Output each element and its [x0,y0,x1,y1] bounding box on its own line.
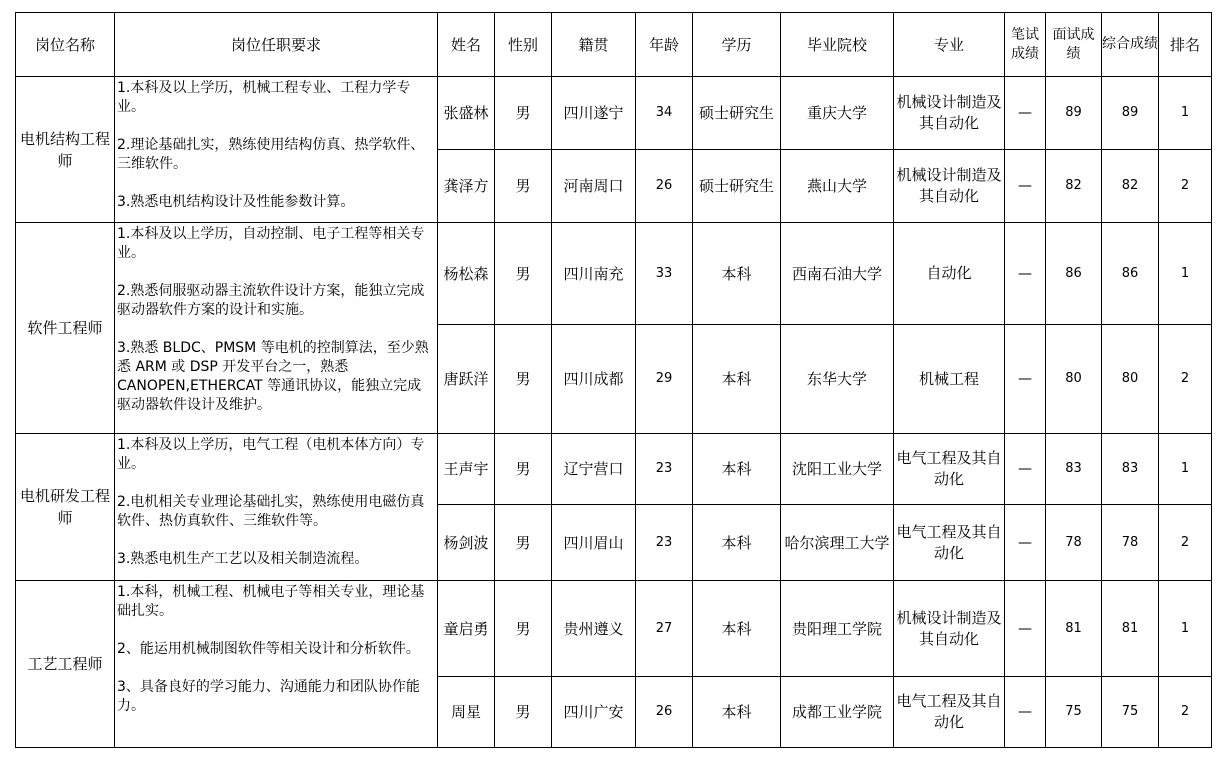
written-score: — [1005,223,1046,325]
candidate-ranking-table [15,12,1212,748]
total-score: 81 [1102,581,1159,677]
candidate-gender: 男 [495,505,552,581]
requirement-item: 2.熟悉伺服驱动器主流软件设计方案，能独立完成驱动器软件方案的设计和实施。 [117,283,425,318]
candidate-gender: 男 [495,77,552,150]
requirement-item: 3、具备良好的学习能力、沟通能力和团队协作能力。 [117,679,420,714]
candidate-name: 龚泽方 [438,150,495,223]
written-score: — [1005,581,1046,677]
candidate-education: 本科 [693,581,781,677]
candidate-gender: 男 [495,223,552,325]
requirements-cell [115,223,438,434]
written-score: — [1005,434,1046,505]
table-row [16,77,1212,150]
candidate-name: 杨松森 [438,223,495,325]
candidate-age: 26 [636,150,693,223]
rank: 2 [1159,150,1212,223]
candidate-age: 23 [636,505,693,581]
interview-score: 83 [1046,434,1102,505]
requirement-item: 1.本科及以上学历，自动控制、电子工程等相关专业。 [117,226,425,261]
requirements-cell [115,434,438,581]
candidate-education: 硕士研究生 [693,150,781,223]
written-score: — [1005,150,1046,223]
candidate-education: 本科 [693,325,781,434]
written-score: — [1005,77,1046,150]
header-position: 岗位名称 [16,13,115,77]
requirement-item: 2.电机相关专业理论基础扎实，熟练使用电磁仿真软件、热仿真软件、三维软件等。 [117,494,425,529]
total-score: 82 [1102,150,1159,223]
candidate-gender: 男 [495,581,552,677]
requirements-cell [115,581,438,748]
candidate-age: 23 [636,434,693,505]
candidate-age: 27 [636,581,693,677]
header-school: 毕业院校 [781,13,894,77]
total-score: 86 [1102,223,1159,325]
interview-score: 80 [1046,325,1102,434]
candidate-school: 成都工业学院 [781,677,894,748]
position-title: 工艺工程师 [16,581,115,748]
interview-score: 89 [1046,77,1102,150]
header-origin: 籍贯 [552,13,636,77]
candidate-school: 哈尔滨理工大学 [781,505,894,581]
candidate-name: 童启勇 [438,581,495,677]
candidate-age: 33 [636,223,693,325]
header-rank: 排名 [1159,13,1212,77]
written-score: — [1005,325,1046,434]
header-total-score: 综合成绩 [1102,13,1159,77]
interview-score: 78 [1046,505,1102,581]
candidate-name: 王声宇 [438,434,495,505]
candidate-origin: 贵州遵义 [552,581,636,677]
requirement-item: 1.本科及以上学历，机械工程专业、工程力学专业。 [117,80,411,115]
candidate-origin: 河南周口 [552,150,636,223]
position-title: 软件工程师 [16,223,115,434]
total-score: 83 [1102,434,1159,505]
candidate-school: 燕山大学 [781,150,894,223]
candidate-school: 重庆大学 [781,77,894,150]
requirement-item: 1.本科及以上学历，电气工程（电机本体方向）专业。 [117,437,425,472]
candidate-age: 34 [636,77,693,150]
header-education: 学历 [693,13,781,77]
candidate-name: 张盛林 [438,77,495,150]
written-score: — [1005,505,1046,581]
requirements-cell [115,77,438,223]
header-name: 姓名 [438,13,495,77]
requirement-item: 2.理论基础扎实，熟练使用结构仿真、热学软件、三维软件。 [117,137,425,172]
candidate-age: 26 [636,677,693,748]
candidate-gender: 男 [495,434,552,505]
rank: 1 [1159,77,1212,150]
candidate-origin: 四川广安 [552,677,636,748]
candidate-major: 机械设计制造及其自动化 [894,150,1005,223]
candidate-education: 本科 [693,223,781,325]
candidate-major: 自动化 [894,223,1005,325]
candidate-major: 电气工程及其自动化 [894,677,1005,748]
candidate-school: 东华大学 [781,325,894,434]
interview-score: 75 [1046,677,1102,748]
header-written-score: 笔试成绩 [1005,13,1046,77]
header-gender: 性别 [495,13,552,77]
candidate-major: 电气工程及其自动化 [894,434,1005,505]
candidate-education: 本科 [693,505,781,581]
requirement-item: 2、能运用机械制图软件等相关设计和分析软件。 [117,641,420,657]
candidate-major: 机械设计制造及其自动化 [894,77,1005,150]
written-score: — [1005,677,1046,748]
rank: 2 [1159,677,1212,748]
candidate-origin: 四川南充 [552,223,636,325]
candidate-origin: 四川遂宁 [552,77,636,150]
header-age: 年龄 [636,13,693,77]
rank: 1 [1159,434,1212,505]
rank: 2 [1159,505,1212,581]
candidate-name: 杨剑波 [438,505,495,581]
candidate-gender: 男 [495,150,552,223]
interview-score: 82 [1046,150,1102,223]
candidate-education: 硕士研究生 [693,77,781,150]
candidate-origin: 四川眉山 [552,505,636,581]
candidate-major: 机械设计制造及其自动化 [894,581,1005,677]
candidate-name: 周星 [438,677,495,748]
table-row [16,223,1212,325]
candidate-name: 唐跃洋 [438,325,495,434]
requirement-item: 3.熟悉 BLDC、PMSM 等电机的控制算法，至少熟悉 ARM 或 DSP 开发平台之一，熟悉 CANOPEN,ETHERCAT 等通讯协议，能独立完成驱动器软件设计及维护。 [117,340,429,413]
requirement-item: 1.本科，机械工程、机械电子等相关专业，理论基础扎实。 [117,584,425,619]
requirement-item: 3.熟悉电机结构设计及性能参数计算。 [117,194,355,210]
total-score: 75 [1102,677,1159,748]
table-row [16,434,1212,505]
candidate-education: 本科 [693,677,781,748]
candidate-major: 机械工程 [894,325,1005,434]
table-row [16,581,1212,677]
header-interview-score: 面试成绩 [1046,13,1102,77]
interview-score: 81 [1046,581,1102,677]
candidate-gender: 男 [495,677,552,748]
header-major: 专业 [894,13,1005,77]
rank: 2 [1159,325,1212,434]
rank: 1 [1159,581,1212,677]
candidate-origin: 辽宁营口 [552,434,636,505]
interview-score: 86 [1046,223,1102,325]
candidate-age: 29 [636,325,693,434]
header-requirements: 岗位任职要求 [115,13,438,77]
rank: 1 [1159,223,1212,325]
total-score: 89 [1102,77,1159,150]
requirement-item: 3.熟悉电机生产工艺以及相关制造流程。 [117,551,369,567]
candidate-school: 西南石油大学 [781,223,894,325]
total-score: 80 [1102,325,1159,434]
total-score: 78 [1102,505,1159,581]
candidate-gender: 男 [495,325,552,434]
candidate-education: 本科 [693,434,781,505]
position-title: 电机结构工程师 [16,77,115,223]
candidate-school: 贵阳理工学院 [781,581,894,677]
position-title: 电机研发工程师 [16,434,115,581]
candidate-school: 沈阳工业大学 [781,434,894,505]
header-row [16,13,1212,77]
candidate-major: 电气工程及其自动化 [894,505,1005,581]
candidate-origin: 四川成都 [552,325,636,434]
